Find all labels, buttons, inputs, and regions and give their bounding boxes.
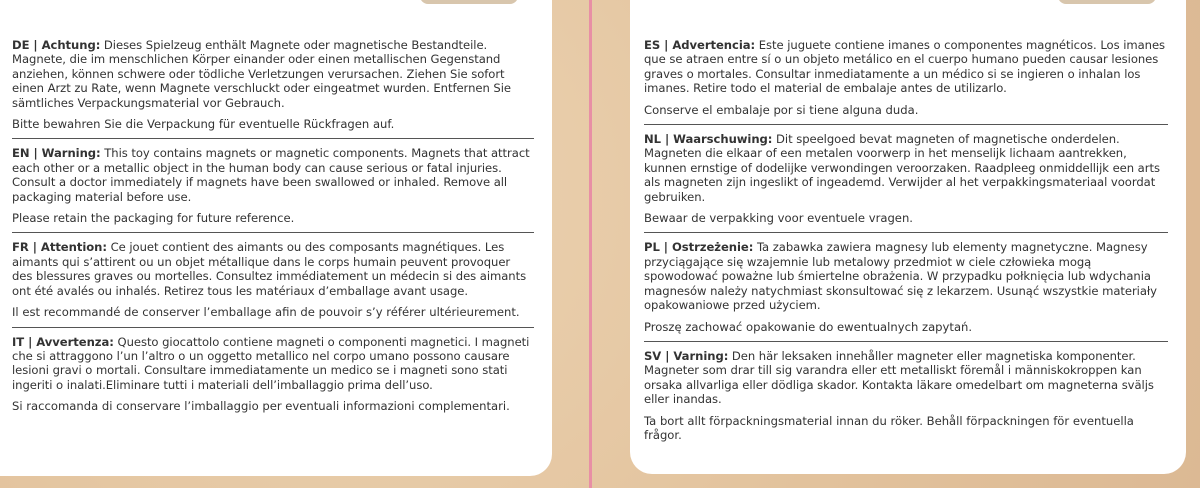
warning-body: Este juguete contiene imanes o componentes magnéticos. Los imanes que se atraen entre sí o un objeto metálico en el cuerpo humano pueden causar lesiones graves o mortales. Consultar inmediatamente a un médico si se ingieren o inhalan los imanes. Retire todo el material de embalaje antes de utilizarlo. [644, 38, 1166, 96]
right-warning-card [630, 0, 1186, 474]
language-heading: DE | Achtung: [12, 38, 101, 52]
left-warning-card [0, 0, 552, 476]
warning-text [12, 146, 534, 204]
warning-section-nl [644, 132, 1168, 233]
warning-text [12, 38, 534, 110]
retain-note: Conserve el embalaje por si tiene alguna duda. [644, 102, 919, 117]
warning-body: Ta zabawka zawiera magnesy lub elementy magnetyczne. Magnesy przyciągające się wzajemnie lub metalowy przedmiot w ciele człowieka mogą spowodować poważne lub śmiertelne obrażenia. W przypadku połknięcia lub wdychania magnesów należy natychmiast skonsultować się z lekarzem. Usunąć wszystkie materiały opakowaniowe przed użyciem. [644, 240, 1157, 313]
retain-note: Please retain the packaging for future reference. [12, 211, 295, 226]
warning-body: Questo giocattolo contiene magneti o componenti magnetici. I magneti che si attraggono l’un l’altro o un oggetto metallico nel corpo umano possono causare lesioni gravi o mortali. Consultare immediatamente un medico se i magneti sono stati ingeriti o inalati.Eliminare tutti i materiali dell’imballaggio prima dell’uso. [12, 334, 530, 392]
warning-text [644, 38, 1168, 96]
language-heading: SV | Varning: [644, 348, 729, 363]
card-tab [420, 0, 518, 4]
warning-body: Den här leksaken innehåller magneter eller magnetiska komponenter. Magneter som drar till sig varandra eller ett metalliskt föremål i människokroppen kan orsaka allvarliga eller dödliga skador. Kontakta läkare omedelbart om magneterna sväljs eller inandas. [644, 348, 1154, 407]
retain-note: Ta bort allt förpackningsmaterial innan du röker. Behåll förpackningen för eventuella frågor. [644, 413, 1134, 442]
retain-note: Si raccomanda di conservare l’imballaggio per eventuali informazioni complementari. [12, 399, 510, 414]
retain-note: Bewaar de verpakking voor eventuele vragen. [644, 211, 913, 226]
warning-text [12, 335, 534, 393]
warning-body: Dieses Spielzeug enthält Magnete oder magnetische Bestandteile. Magnete, die im menschlichen Körper einander oder einen metallischen Gegenstand anziehen, können schwere oder tödliche Verletzungen verursachen. Ziehen Sie sofort einen Arzt zu Rate, wenn Magnete verschluckt oder eingeatmet wurden. Entfernen Sie sämtliches Verpackungsmaterial vor Gebrauch. [12, 38, 511, 110]
warning-section-it [12, 335, 534, 421]
warning-text [644, 132, 1168, 204]
card-tab [1058, 0, 1156, 4]
warning-section-es [644, 38, 1168, 125]
warning-section-pl [644, 240, 1168, 341]
fold-line [589, 0, 592, 488]
language-heading: PL | Ostrzeżenie: [644, 240, 754, 255]
warning-section-de [12, 38, 534, 139]
language-heading: IT | Avvertenza: [12, 334, 114, 349]
warning-text [12, 240, 534, 298]
retain-note: Bitte bewahren Sie die Verpackung für eventuelle Rückfragen auf. [12, 117, 395, 132]
language-heading: FR | Attention: [12, 240, 107, 255]
warning-section-fr [12, 240, 534, 327]
retain-note: Proszę zachować opakowanie do ewentualnych zapytań. [644, 319, 973, 334]
retain-note: Il est recommandé de conserver l’emballage afin de pouvoir s’y référer ultérieurement. [12, 305, 520, 320]
language-heading: EN | Warning: [12, 146, 101, 161]
warning-body: Ce jouet contient des aimants ou des composants magnétiques. Les aimants qui s’attirent ou un objet métallique dans le corps humain peuvent provoquer des blessures graves ou mortelles. Consultez immédiatement un médecin si des aimants ont été avalés ou inhalés. Retirez tous les matériaux d’emballage avant usage. [12, 240, 527, 298]
language-heading: ES | Advertencia: [644, 38, 756, 52]
language-heading: NL | Waarschuwing: [644, 132, 773, 147]
warning-body: Dit speelgoed bevat magneten of magnetische onderdelen. Magneten die elkaar of een metalen voorwerp in het menselijk lichaam aantrekken, kunnen ernstige of dodelijke verwondingen veroorzaken. Raadpleeg onmiddellijk een arts als magneten zijn ingeslikt of ingeademd. Verwijder al het verpakkingsmateriaal voordat gebruiken. [644, 132, 1160, 204]
warning-body: This toy contains magnets or magnetic components. Magnets that attract each other or a metallic object in the human body can cause serious or fatal injuries. Consult a doctor immediately if magnets have been swallowed or inhaled. Remove all packaging material before use. [12, 146, 530, 204]
warning-text [644, 240, 1168, 312]
warning-text [644, 349, 1168, 407]
warning-section-en [12, 146, 534, 233]
warning-section-sv [644, 349, 1168, 449]
